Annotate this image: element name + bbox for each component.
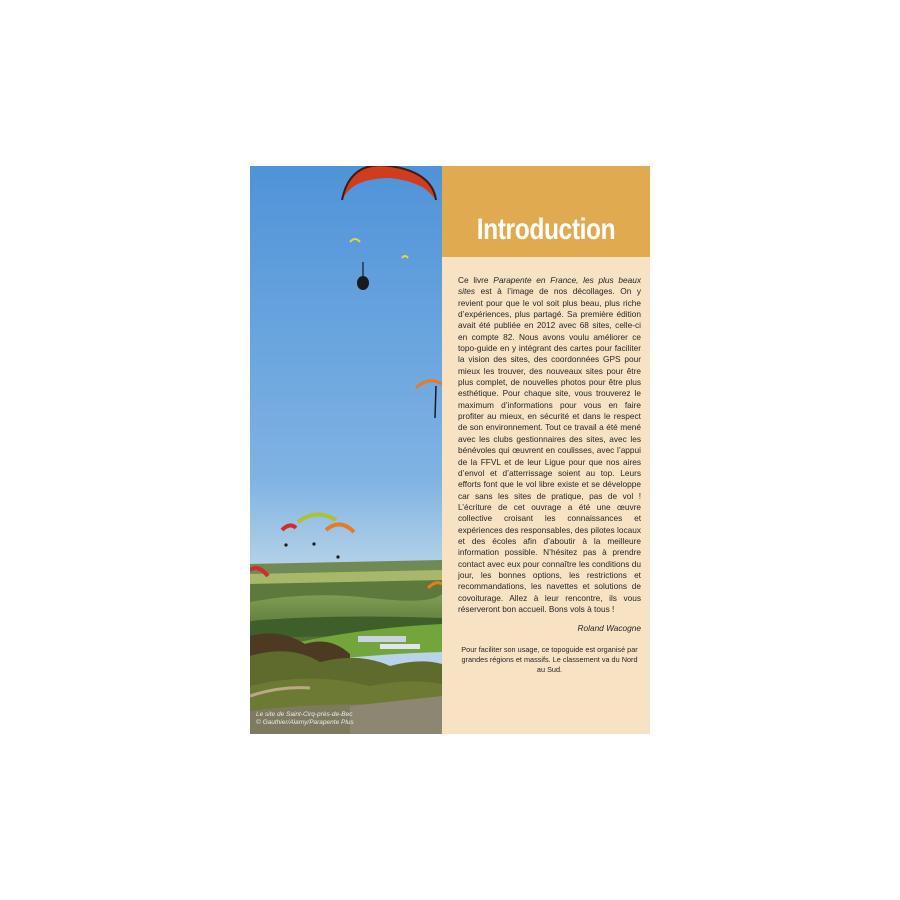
book-title: Parapente en France, les plus beaux sites <box>458 275 641 297</box>
book-page <box>250 166 650 734</box>
intro-text-start: Ce livre <box>458 275 494 285</box>
photo-caption-line1: Le site de Saint-Cirq-près-de-Bec <box>256 711 353 718</box>
title-band <box>442 166 650 257</box>
page-title: Introduction <box>476 213 616 246</box>
intro-text-rest: est à l’image de nos décollages. On y revient pour que le vol soit plus beau, plus riche d’expériences, plus partagé. Sa première édition avait été publiée en 2012 avec 68 sites, celle-ci en compte 82. Nous avons voulu améliorer ce topo-guide en y intégrant des cartes pour faciliter la vision des sites, des coordonnées GPS pour mieux les trouver, des nouveaux sites pour être plus complet, de nouvelles photos pour être plus esthétique. Pour chaque site, vous trouverez le maximum d’informations pour vous en faire profiter au mieux, en sécurité et dans le respect de son environnement. Tout ce travail a été mené avec les clubs gestionnaires des sites, avec les bénévoles qui œuvrent en coulisses, avec l’appui de la FFVL et de leur Ligue pour que nos aires d’envol et d’atterrissage soient au top. Leurs efforts font que le vol libre existe et se développe car sans les sites de pratique, pas de vol ! L’écriture de cet ouvrage a été une œuvre collective croisant les connaissances et expériences des responsables, des pilotes locaux et des écoles afin d’aboutir à la meilleure information possible. N’hésitez pas à prendre contact avec eux pour connaître les conditions du jour, les bonnes options, les restrictions et recommandations, les navettes et solutions de covoiturage. Allez à leur rencontre, ils vous réserveront bon accueil. Bons vols à tous ! <box>458 286 641 614</box>
author-signature: Roland Wacogne <box>577 623 641 634</box>
photo-caption-line2: © Gauthier/Alamy/Parapente Plus <box>256 718 354 726</box>
paragliding-photo <box>250 166 442 734</box>
text-column <box>458 275 641 674</box>
photo-credit <box>256 711 354 726</box>
usage-note: Pour faciliter son usage, ce topoguide est organisé par grandes régions et massifs. Le classement va du Nord au Sud. <box>461 645 638 674</box>
intro-paragraph <box>458 275 641 615</box>
